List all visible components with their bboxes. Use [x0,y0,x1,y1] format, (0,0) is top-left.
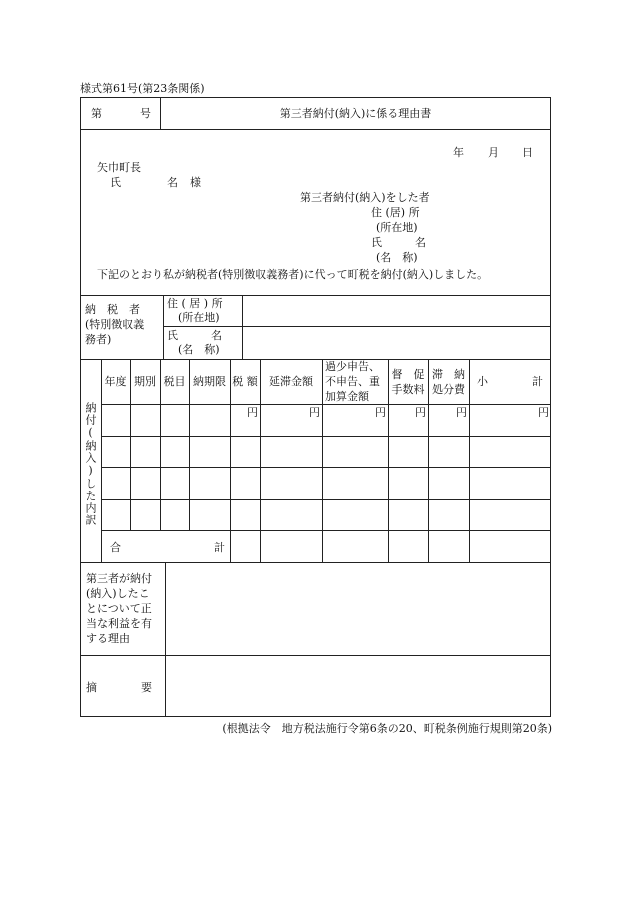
unit-penalty: 円 [375,406,386,419]
recipient-town: 矢巾町長 [97,161,141,174]
unit-subtotal: 円 [538,406,549,419]
date-month: 月 [488,146,499,159]
reason-label-1: 第三者が納付 [86,572,152,585]
payer-address-sub: (所在地) [376,221,418,234]
taxpayer-address-label: 住 ( 居 ) 所 [167,297,223,310]
taxpayer-address-sub: (所在地) [178,311,220,324]
col-divider-4 [230,359,231,562]
divider-breakdown-header [101,404,551,405]
number-prefix: 第 [91,107,102,120]
divider-row-2 [101,467,551,468]
date-year: 年 [453,146,464,159]
col-disposal-line1: 滞 納 [432,368,465,381]
taxpayer-address-field[interactable] [243,296,550,326]
taxpayer-name-sub: (名 称) [178,343,220,356]
col-year: 年度 [104,375,127,388]
col-amount: 税 額 [232,375,258,388]
total-label-right: 計 [214,541,225,554]
reason-label-2: (納入)したこ [86,587,150,600]
taxpayer-name-label: 氏 名 [167,329,222,342]
payer-address-label: 住 (居) 所 [371,206,420,219]
date-day: 日 [522,146,533,159]
divider-taxpayer-v [163,295,164,359]
divider-row-1 [101,436,551,437]
col-period: 期別 [134,375,156,388]
recipient-honorific: 様 [190,176,201,189]
divider-row-3 [101,499,551,500]
col-disposal-line2: 処分費 [432,383,465,396]
recipient-name-label: 氏 [110,176,121,189]
breakdown-side-label: 納付(納入)した内訳 [84,402,97,526]
unit-amount: 円 [247,406,258,419]
col-demand-line2: 手数料 [391,383,425,396]
unit-delinquency: 円 [309,406,320,419]
col-divider-9 [469,359,470,562]
taxpayer-label-1: 納 税 者 [85,303,140,316]
divider-header [80,129,551,130]
taxpayer-label-3: 務者) [85,333,112,346]
col-divider-5 [260,359,261,562]
total-label-left: 合 [110,541,121,554]
divider-row-4 [101,530,551,531]
remarks-field[interactable] [166,656,550,716]
legal-basis-footer: (根拠法令 地方税法施行令第6条の20、町税条例施行規則第20条) [222,722,552,735]
col-divider-6 [322,359,323,562]
payer-name-sub: (名 称) [376,251,418,264]
reason-label-4: 当な利益を有 [86,617,152,630]
statement-text: 下記のとおり私が納税者(特別徴収義務者)に代って町税を納付(納入)しました。 [97,268,489,281]
reason-field[interactable] [166,563,550,654]
col-delinquency: 延滞金額 [269,375,313,388]
col-demand-line1: 督 促 [391,368,425,381]
remarks-label: 摘 要 [86,681,152,694]
unit-demand: 円 [415,406,426,419]
col-tax-item: 税目 [163,375,186,388]
col-due-date: 納期限 [193,375,226,388]
payer-heading: 第三者納付(納入)をした者 [300,191,430,204]
divider-breakdown-side [101,359,102,562]
col-subtotal: 小 計 [477,375,543,388]
unit-disposal: 円 [456,406,467,419]
divider-taxpayer [80,359,551,360]
taxpayer-name-field[interactable] [243,327,550,358]
col-penalty-line2: 不申告、重 [325,375,380,388]
reason-label-3: とについて正 [86,602,152,615]
form-number-label: 様式第61号(第23条関係) [80,82,205,95]
recipient-name-mid: 名 [167,176,178,189]
form-title: 第三者納付(納入)に係る理由書 [279,107,432,120]
taxpayer-label-2: (特別徴収義 [85,318,145,331]
payer-name-label: 氏 名 [371,236,426,249]
number-suffix: 号 [140,107,151,120]
col-penalty-line1: 過少申告、 [325,360,380,373]
col-penalty-line3: 加算金額 [325,390,369,403]
reason-label-5: する理由 [86,632,130,645]
